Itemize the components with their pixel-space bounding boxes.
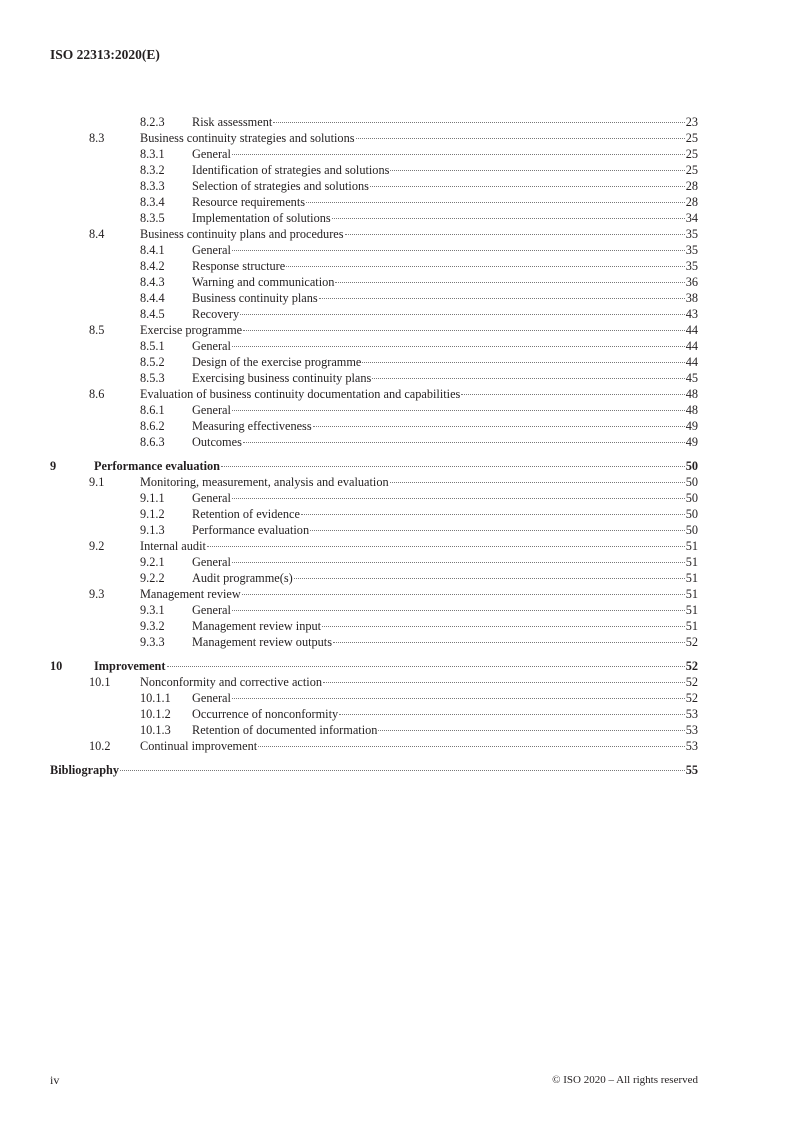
dot-leader: [362, 362, 684, 363]
toc-entry-number: 10.1.2: [140, 707, 171, 721]
dot-leader: [378, 730, 684, 731]
toc-entry-page: 51: [685, 571, 698, 585]
toc-entry[interactable]: [140, 146, 698, 162]
dot-leader: [232, 498, 685, 499]
toc-entry[interactable]: [140, 242, 698, 258]
toc-entry-page: 28: [685, 179, 698, 193]
toc-entry-number: 8.4.1: [140, 243, 165, 257]
toc-entry-number: 8.3.3: [140, 179, 165, 193]
toc-entry-number: 9.3: [89, 587, 105, 601]
toc-entry-title: General: [192, 147, 231, 161]
toc-entry-number: 9.3.2: [140, 619, 165, 633]
dot-leader: [306, 202, 685, 203]
toc-entry-number: 8.4.4: [140, 291, 165, 305]
toc-entry-title: General: [192, 243, 231, 257]
dot-leader: [240, 314, 685, 315]
toc-entry-page: 50: [685, 475, 698, 489]
toc-entry-title: Selection of strategies and solutions: [192, 179, 369, 193]
dot-leader: [372, 378, 684, 379]
toc-entry-title: Risk assessment: [192, 115, 273, 129]
toc-entry-title: Occurrence of nonconformity: [192, 707, 339, 721]
toc-entry[interactable]: [140, 162, 698, 178]
dot-leader: [243, 330, 685, 331]
toc-entry-title: Bibliography: [50, 763, 120, 777]
toc-entry-title: Performance evaluation: [192, 523, 310, 537]
toc-entry-title: Business continuity strategies and solutions: [140, 131, 355, 145]
toc-entry[interactable]: [140, 618, 698, 634]
dot-leader: [323, 682, 685, 683]
toc-entry-title: Nonconformity and corrective action: [140, 675, 322, 689]
toc-entry[interactable]: [140, 178, 698, 194]
toc-entry-number: 10.1.1: [140, 691, 171, 705]
dot-leader: [232, 250, 685, 251]
toc-entry[interactable]: [140, 306, 698, 322]
toc-entry-page: 25: [685, 163, 698, 177]
toc-entry[interactable]: [140, 554, 698, 570]
toc-entry-page: 25: [685, 147, 698, 161]
toc-entry-number: 8.5.2: [140, 355, 165, 369]
toc-entry-page: 48: [685, 403, 698, 417]
toc-entry-number: 8.3.4: [140, 195, 165, 209]
toc-entry-page: 50: [685, 459, 698, 473]
dot-leader: [370, 186, 685, 187]
toc-entry-title: General: [192, 403, 231, 417]
toc-entry-page: 50: [685, 523, 698, 537]
toc-entry-title: Management review outputs: [192, 635, 333, 649]
toc-entry-page: 51: [685, 603, 698, 617]
toc-entry[interactable]: [140, 690, 698, 706]
dot-leader: [120, 770, 685, 771]
dot-leader: [345, 234, 685, 235]
toc-entry[interactable]: [140, 354, 698, 370]
toc-entry-page: 51: [685, 539, 698, 553]
toc-entry-number: 8.3.1: [140, 147, 165, 161]
toc-entry-title: Response structure: [192, 259, 286, 273]
toc-entry-page: 53: [685, 739, 698, 753]
document-id-header: ISO 22313:2020(E): [50, 47, 160, 62]
toc-entry-page: 44: [685, 355, 698, 369]
toc-entry-page: 35: [685, 227, 698, 241]
toc-entry-title: Evaluation of business continuity documentation and capabilities: [140, 387, 461, 401]
toc-entry[interactable]: [140, 274, 698, 290]
toc-entry-page: 51: [685, 619, 698, 633]
toc-entry-page: 38: [685, 291, 698, 305]
toc-entry-number: 9.1.3: [140, 523, 165, 537]
toc-entry-number: 8.6: [89, 387, 105, 401]
toc-entry-title: Business continuity plans: [192, 291, 318, 305]
dot-leader: [461, 394, 684, 395]
toc-entry[interactable]: [140, 370, 698, 386]
toc-entry-number: 8.5.1: [140, 339, 165, 353]
toc-entry[interactable]: [89, 674, 698, 690]
toc-entry[interactable]: [50, 458, 698, 474]
dot-leader: [339, 714, 685, 715]
toc-entry-number: 10.1: [89, 675, 111, 689]
dot-leader: [301, 514, 685, 515]
toc-entry-number: 8.6.3: [140, 435, 165, 449]
toc-entry-number: 9.2.1: [140, 555, 165, 569]
dot-leader: [258, 746, 685, 747]
dot-leader: [310, 530, 685, 531]
toc-entry-page: 52: [685, 659, 698, 673]
dot-leader: [390, 170, 684, 171]
toc-entry-title: Design of the exercise programme: [192, 355, 362, 369]
toc-entry-page: 50: [685, 507, 698, 521]
toc-entry-title: Retention of evidence: [192, 507, 300, 521]
toc-entry-number: 8.3: [89, 131, 105, 145]
toc-entry[interactable]: [89, 386, 698, 402]
toc-entry-title: Management review input: [192, 619, 322, 633]
dot-leader: [221, 466, 685, 467]
toc-entry-number: 8.4.2: [140, 259, 165, 273]
toc-entry-title: Recovery: [192, 307, 240, 321]
toc-entry-page: 23: [685, 115, 698, 129]
dot-leader: [333, 642, 685, 643]
dot-leader: [232, 562, 685, 563]
toc-entry-number: 10.1.3: [140, 723, 171, 737]
toc-entry[interactable]: [140, 706, 698, 722]
toc-entry[interactable]: [140, 634, 698, 650]
toc-entry-title: Warning and communication: [192, 275, 335, 289]
dot-leader: [243, 442, 685, 443]
dot-leader: [207, 546, 685, 547]
toc-entry[interactable]: [140, 290, 698, 306]
toc-entry[interactable]: [140, 194, 698, 210]
dot-leader: [242, 594, 685, 595]
toc-entry-page: 51: [685, 587, 698, 601]
toc-entry-page: 35: [685, 243, 698, 257]
toc-entry[interactable]: [140, 402, 698, 418]
toc-entry[interactable]: [50, 762, 698, 778]
toc-entry[interactable]: [140, 522, 698, 538]
toc-entry-page: 49: [685, 419, 698, 433]
toc-entry-page: 49: [685, 435, 698, 449]
toc-entry-number: 9.2: [89, 539, 105, 553]
toc-entry-page: 28: [685, 195, 698, 209]
toc-entry-title: Monitoring, measurement, analysis and evaluation: [140, 475, 389, 489]
toc-entry-page: 53: [685, 707, 698, 721]
toc-entry-title: General: [192, 491, 231, 505]
toc-entry-page: 44: [685, 339, 698, 353]
toc-entry-title: Business continuity plans and procedures: [140, 227, 344, 241]
dot-leader: [286, 266, 684, 267]
toc-entry-page: 36: [685, 275, 698, 289]
toc-entry[interactable]: [140, 570, 698, 586]
toc-entry[interactable]: [89, 130, 698, 146]
dot-leader: [232, 346, 685, 347]
toc-entry[interactable]: [89, 586, 698, 602]
dot-leader: [273, 122, 684, 123]
page-number: iv: [50, 1073, 60, 1087]
toc-entry-number: 8.5.3: [140, 371, 165, 385]
toc-entry[interactable]: [140, 722, 698, 738]
toc-entry-title: Management review: [140, 587, 241, 601]
toc-entry-title: Outcomes: [192, 435, 242, 449]
toc-entry-number: 8.6.1: [140, 403, 165, 417]
toc-entry-title: Exercise programme: [140, 323, 243, 337]
toc-entry[interactable]: [140, 338, 698, 354]
dot-leader: [356, 138, 685, 139]
toc-entry-title: Performance evaluation: [94, 459, 221, 473]
toc-entry-title: Implementation of solutions: [192, 211, 331, 225]
toc-entry-title: General: [192, 603, 231, 617]
toc-entry-title: General: [192, 691, 231, 705]
toc-entry-page: 53: [685, 723, 698, 737]
toc-entry[interactable]: [50, 658, 698, 674]
toc-entry-page: 52: [685, 635, 698, 649]
toc-entry-number: 9.3.3: [140, 635, 165, 649]
toc-entry-page: 34: [685, 211, 698, 225]
toc-entry-page: 44: [685, 323, 698, 337]
toc-entry[interactable]: [140, 418, 698, 434]
dot-leader: [232, 154, 685, 155]
toc-entry-number: 8.4.3: [140, 275, 165, 289]
toc-entry-title: General: [192, 555, 231, 569]
toc-entry-number: 10.2: [89, 739, 111, 753]
toc-entry-number: 8.3.5: [140, 211, 165, 225]
toc-entry[interactable]: [89, 738, 698, 754]
toc-entry-page: 52: [685, 691, 698, 705]
toc-entry[interactable]: [140, 114, 698, 130]
dot-leader: [335, 282, 684, 283]
dot-leader: [294, 578, 685, 579]
dot-leader: [390, 482, 685, 483]
toc-entry-number: 8.2.3: [140, 115, 165, 129]
toc-entry-number: 8.4: [89, 227, 105, 241]
toc-entry-title: Improvement: [94, 659, 166, 673]
toc-entry-number: 9.3.1: [140, 603, 165, 617]
toc-entry[interactable]: [89, 322, 698, 338]
toc-entry-page: 50: [685, 491, 698, 505]
toc-entry[interactable]: [140, 258, 698, 274]
toc-entry-title: Identification of strategies and solutions: [192, 163, 390, 177]
toc-entry-number: 8.6.2: [140, 419, 165, 433]
toc-entry-title: Exercising business continuity plans: [192, 371, 372, 385]
copyright-notice: © ISO 2020 – All rights reserved: [552, 1074, 698, 1086]
toc-entry[interactable]: [140, 490, 698, 506]
toc-entry-number: 9: [50, 459, 57, 473]
dot-leader: [232, 410, 685, 411]
dot-leader: [322, 626, 685, 627]
toc-entry-page: 51: [685, 555, 698, 569]
toc-entry-title: Retention of documented information: [192, 723, 378, 737]
dot-leader: [332, 218, 685, 219]
toc-entry-title: Internal audit: [140, 539, 206, 553]
toc-entry[interactable]: [140, 434, 698, 450]
toc-entry-number: 8.5: [89, 323, 105, 337]
toc-entry[interactable]: [140, 602, 698, 618]
toc-entry-page: 45: [685, 371, 698, 385]
toc-entry-page: 55: [685, 763, 698, 777]
dot-leader: [167, 666, 685, 667]
dot-leader: [232, 610, 685, 611]
dot-leader: [319, 298, 685, 299]
toc-entry-number: 9.2.2: [140, 571, 165, 585]
toc-entry[interactable]: [140, 506, 698, 522]
toc-entry-page: 25: [685, 131, 698, 145]
toc-entry-number: 8.4.5: [140, 307, 165, 321]
toc-entry[interactable]: [89, 474, 698, 490]
dot-leader: [313, 426, 685, 427]
toc-entry-page: 48: [685, 387, 698, 401]
toc-entry[interactable]: [89, 538, 698, 554]
toc-entry-title: Continual improvement: [140, 739, 258, 753]
toc-entry-title: Measuring effectiveness: [192, 419, 312, 433]
toc-entry-title: Resource requirements: [192, 195, 306, 209]
toc-entry-number: 9.1.2: [140, 507, 165, 521]
toc-entry-page: 52: [685, 675, 698, 689]
toc-entry[interactable]: [89, 226, 698, 242]
toc-entry-number: 9.1: [89, 475, 105, 489]
toc-entry-title: Audit programme(s): [192, 571, 293, 585]
toc-entry-number: 8.3.2: [140, 163, 165, 177]
toc-entry[interactable]: [140, 210, 698, 226]
toc-entry-number: 10: [50, 659, 63, 673]
toc-entry-title: General: [192, 339, 231, 353]
dot-leader: [232, 698, 685, 699]
toc-entry-page: 35: [685, 259, 698, 273]
toc-entry-number: 9.1.1: [140, 491, 165, 505]
toc-entry-page: 43: [685, 307, 698, 321]
